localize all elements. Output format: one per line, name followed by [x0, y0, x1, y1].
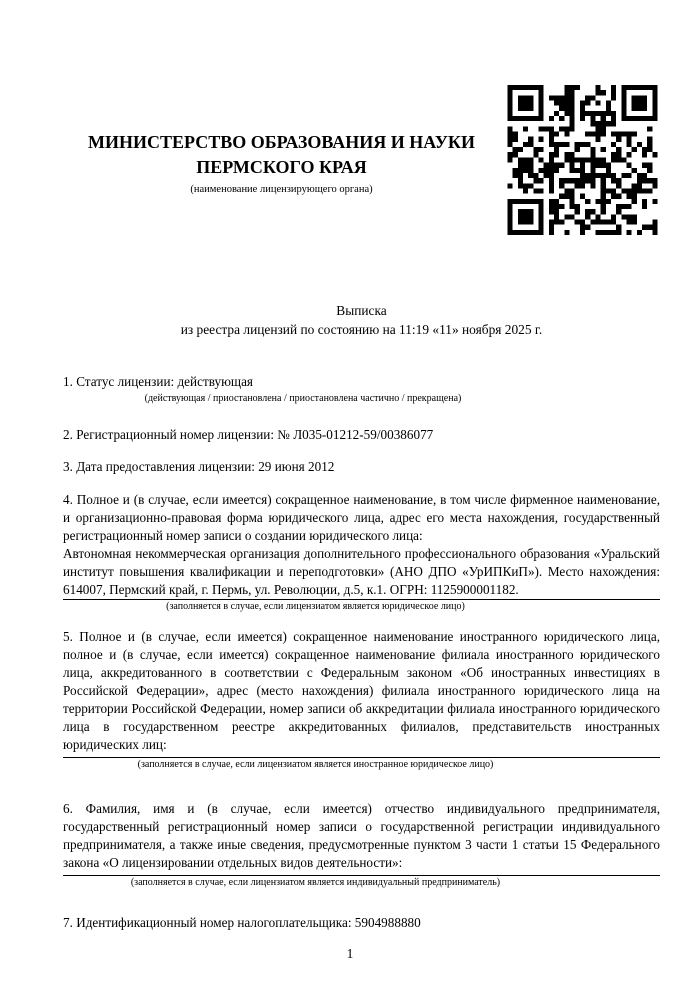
field-legal-entity-value: Автономная некоммерческая организация дополнительного профессионального образования «Уральский институт повышения квалификации и переподготовки» (АНО ДПО «УрИПКиП»). Место нахождения: 614007, Пермский край, г. Пермь, ул. Революции, д.5, к.1. ОГРН: 1125900001182. — [63, 546, 660, 597]
document-body — [0, 373, 700, 932]
legal-entity-caption: (заполняется в случае, если лицензиатом является юридическое лицо) — [166, 601, 465, 612]
field-registration-number: 2. Регистрационный номер лицензии: № Л035-01212-59/00386077 — [63, 427, 434, 442]
ministry-header — [63, 130, 500, 195]
ministry-caption: (наименование лицензирующего органа) — [190, 184, 373, 195]
license-status-caption: (действующая / приостановлена / приостановлена частично / прекращена) — [144, 393, 462, 404]
ministry-title-line2: ПЕРМСКОГО КРАЯ — [196, 157, 367, 177]
document-header-row — [0, 0, 700, 235]
individual-entrepreneur-caption: (заполняется в случае, если лицензиатом является индивидуальный предприниматель) — [130, 877, 501, 888]
document-title-line2: из реестра лицензий по состоянию на 11:19 «11» ноября 2025 г. — [180, 322, 543, 337]
page-number: 1 — [346, 946, 354, 961]
field-legal-entity-label: 4. Полное и (в случае, если имеется) сокращенное наименование, в том числе фирменное наименование, и организационно-правовая форма юридического лица, адрес его места нахождения, государственный регистрационный номер записи о создании юридического лица: — [63, 492, 660, 543]
document-title-line1: Выписка — [336, 303, 387, 318]
ministry-title-line1: МИНИСТЕРСТВО ОБРАЗОВАНИЯ И НАУКИ — [88, 132, 475, 152]
field-license-status: 1. Статус лицензии: действующая — [63, 374, 254, 389]
field-taxpayer-number: 7. Идентификационный номер налогоплательщика: 5904988880 — [63, 915, 421, 930]
document-title — [0, 301, 700, 339]
field-grant-date: 3. Дата предоставления лицензии: 29 июня 2012 — [63, 459, 335, 474]
field-foreign-entity-label: 5. Полное и (в случае, если имеется) сокращенное наименование иностранного юридического лица, полное и (в случае, если имеется) сокращенное наименование филиала иностранного юридического лица, аккредитованного в соответствии с Федеральным законом «Об иностранных инвестициях в Российской Федерации», адрес (место нахождения) филиала иностранного юридического лица на территории Российской Федерации, номер записи об аккредитации филиала иностранного юридического лица в государственном реестре аккредитованных филиалов, представительств иностранных юридических лиц: — [63, 629, 660, 752]
qr-code-icon — [505, 85, 660, 235]
foreign-entity-caption: (заполняется в случае, если лицензиатом является иностранное юридическое лицо) — [137, 759, 494, 770]
field-individual-entrepreneur-label: 6. Фамилия, имя и (в случае, если имеется) отчество индивидуального предпринимателя, государственный регистрационный номер записи о государственной регистрации индивидуального предпринимателя, а также иные сведения, предусмотренные пунктом 3 части 1 статьи 15 Федерального закона «О лицензировании отдельных видов деятельности»: — [63, 801, 660, 870]
